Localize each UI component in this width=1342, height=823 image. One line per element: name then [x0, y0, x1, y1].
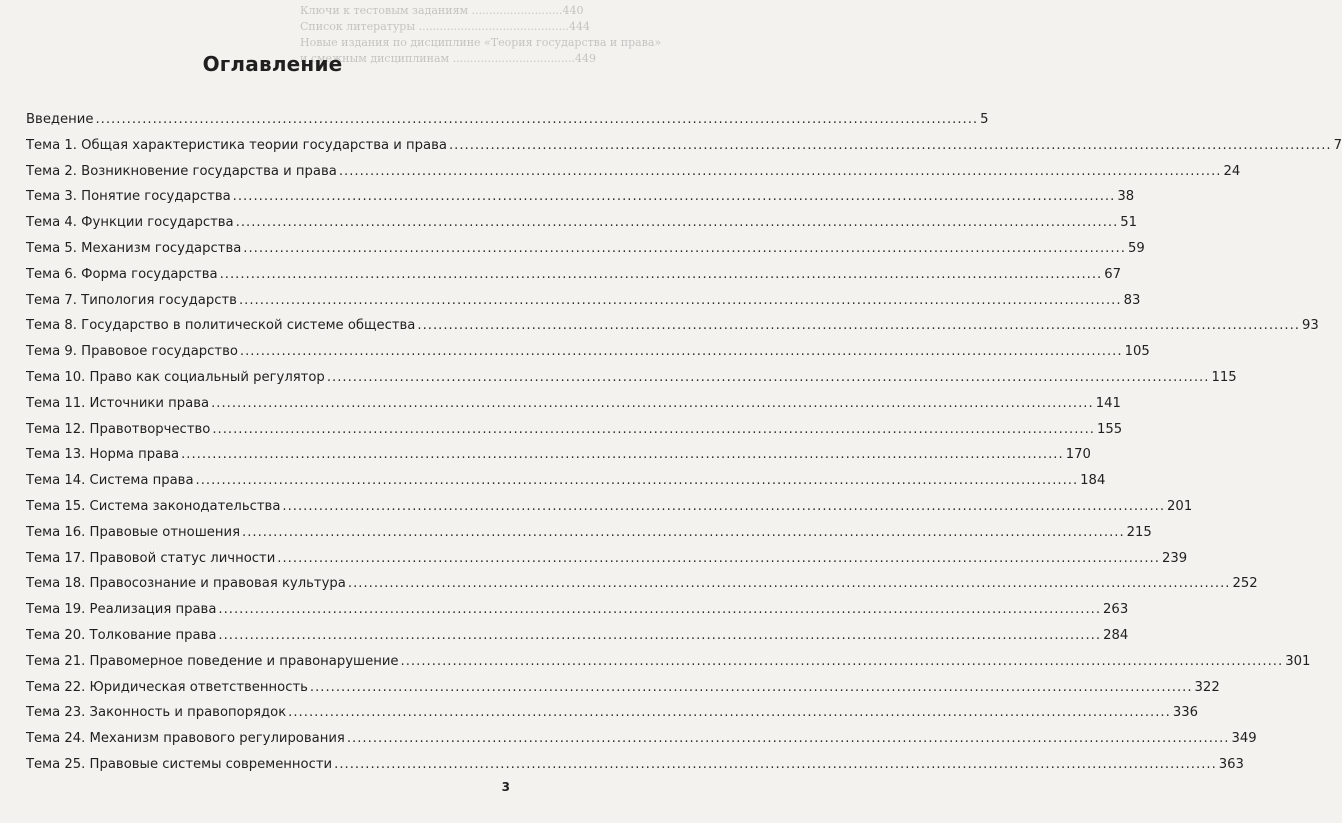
toc-entry-label: Тема 18. Правосознание и правовая культура [26, 576, 346, 592]
toc-entry-label: Тема 6. Форма государства [26, 266, 218, 282]
toc-entry [26, 447, 1091, 473]
page-title: Оглавление [202, 52, 343, 76]
toc-entry [26, 112, 989, 138]
toc-entry-page: 141 [1095, 395, 1121, 411]
toc-entry-label: Тема 9. Правовое государство [26, 344, 238, 360]
toc-dot-leader [327, 370, 1210, 385]
toc-entry-label: Тема 24. Механизм правового регулирования [26, 731, 345, 747]
toc-dot-leader [449, 138, 1332, 153]
toc-dot-leader [218, 628, 1101, 643]
toc-entry-page: 115 [1211, 369, 1237, 385]
toc-entry [26, 731, 1257, 757]
toc-entry-label: Тема 16. Правовые отношения [26, 524, 241, 540]
toc-entry-page: 155 [1096, 421, 1123, 437]
toc-entry [26, 473, 1106, 499]
toc-entry [26, 679, 1220, 706]
toc-dot-leader [211, 396, 1094, 411]
toc-entry-page: 7 [1333, 137, 1342, 153]
bleed-through-line: и смежным дисциплинам ...................................449 [300, 52, 596, 65]
toc-entry-page: 252 [1232, 576, 1258, 592]
toc-entry-label: Тема 21. Правомерное поведение и правонарушение [26, 653, 399, 669]
toc-dot-leader [347, 731, 1230, 746]
toc-entry-label: Тема 4. Функции государства [26, 215, 234, 231]
toc-entry-label: Тема 10. Право как социальный регулятор [26, 369, 325, 385]
toc-dot-leader [401, 654, 1284, 669]
toc-entry-page: 24 [1223, 163, 1241, 179]
toc-entry-label: Тема 11. Источники права [26, 395, 210, 411]
toc-entry-page: 201 [1167, 498, 1193, 514]
toc-entry-label: Тема 14. Система права [26, 473, 194, 489]
toc-entry [26, 344, 1150, 370]
toc-dot-leader [334, 757, 1217, 772]
toc-dot-leader [212, 422, 1095, 437]
toc-entry-label: Тема 19. Реализация права [26, 602, 217, 618]
toc-entry-page: 263 [1103, 602, 1129, 618]
toc-entry-page: 336 [1172, 705, 1198, 721]
bleed-through-line: Список литературы ...........................................444 [300, 20, 590, 33]
table-of-contents [26, 112, 1342, 783]
toc-entry-label: Тема 7. Типология государств [26, 292, 237, 308]
toc-entry-page: 363 [1218, 756, 1244, 772]
toc-entry-page: 284 [1103, 627, 1129, 643]
toc-entry [26, 576, 1258, 602]
toc-entry [26, 369, 1237, 396]
toc-entry [26, 498, 1193, 525]
toc-dot-leader [240, 344, 1123, 359]
toc-dot-leader [242, 525, 1125, 540]
bleed-through-line: Ключи к тестовым заданиям ..........................440 [300, 4, 584, 17]
toc-dot-leader [417, 318, 1300, 333]
toc-entry-label: Введение [26, 112, 94, 127]
toc-entry-label: Тема 20. Толкование права [26, 627, 217, 643]
toc-entry-page: 83 [1123, 292, 1141, 308]
toc-entry-label: Тема 12. Правотворчество [26, 421, 211, 437]
toc-dot-leader [220, 267, 1103, 282]
toc-entry-label: Тема 23. Законность и правопорядок [26, 705, 287, 721]
toc-entry-page: 59 [1127, 240, 1145, 256]
toc-entry-label: Тема 13. Норма права [26, 447, 180, 463]
toc-entry [26, 524, 1152, 551]
toc-dot-leader [196, 473, 1079, 488]
toc-dot-leader [310, 680, 1193, 695]
toc-entry-page: 301 [1285, 653, 1311, 669]
toc-entry-page: 170 [1065, 447, 1091, 463]
toc-entry [26, 292, 1141, 319]
toc-dot-leader [233, 189, 1116, 204]
toc-dot-leader [348, 576, 1231, 591]
toc-entry [26, 550, 1188, 577]
toc-entry-label: Тема 8. Государство в политической системе общества [26, 318, 416, 334]
toc-entry [26, 240, 1145, 267]
toc-entry-label: Тема 25. Правовые системы современности [26, 756, 333, 772]
toc-dot-leader [218, 602, 1101, 617]
bleed-through-line: Новые издания по дисциплине «Теория государства и права» [300, 36, 662, 49]
toc-entry-page: 5 [980, 112, 989, 127]
toc-entry-label: Тема 22. Юридическая ответственность [26, 679, 308, 695]
toc-entry-page: 215 [1126, 524, 1152, 540]
toc-dot-leader [181, 447, 1064, 462]
toc-dot-leader [239, 293, 1122, 308]
toc-entry-page: 51 [1120, 215, 1138, 231]
toc-dot-leader [95, 112, 978, 127]
toc-dot-leader [339, 164, 1222, 179]
toc-entry [26, 215, 1138, 241]
toc-entry-page: 38 [1117, 189, 1135, 205]
toc-entry-page: 184 [1080, 473, 1106, 489]
toc-entry [26, 137, 1342, 164]
toc-entry [26, 318, 1319, 344]
toc-entry-page: 93 [1302, 318, 1319, 334]
toc-entry-label: Тема 3. Понятие государства [26, 189, 231, 205]
toc-dot-leader [288, 705, 1171, 720]
toc-entry-page: 67 [1104, 266, 1122, 282]
toc-entry-label: Тема 5. Механизм государства [26, 240, 242, 256]
toc-entry-page: 349 [1231, 731, 1257, 747]
toc-entry-label: Тема 2. Возникновение государства и права [26, 163, 337, 179]
toc-entry [26, 756, 1244, 783]
page-number: 3 [501, 780, 510, 794]
toc-entry-page: 322 [1194, 679, 1220, 695]
toc-dot-leader [282, 499, 1165, 514]
toc-entry [26, 395, 1121, 422]
toc-dot-leader [277, 551, 1160, 566]
toc-entry [26, 189, 1135, 215]
toc-dot-leader [243, 241, 1126, 256]
toc-entry [26, 705, 1198, 731]
toc-entry [26, 421, 1123, 448]
toc-entry [26, 163, 1241, 190]
toc-entry-label: Тема 15. Система законодательства [26, 498, 281, 514]
toc-dot-leader [236, 215, 1119, 230]
toc-entry-label: Тема 1. Общая характеристика теории государства и права [26, 137, 447, 153]
toc-entry-label: Тема 17. Правовой статус личности [26, 550, 276, 566]
toc-entry-page: 239 [1161, 550, 1188, 566]
toc-entry [26, 627, 1129, 654]
toc-entry [26, 266, 1122, 293]
toc-entry-page: 105 [1124, 344, 1150, 360]
toc-entry [26, 653, 1311, 680]
toc-entry [26, 602, 1129, 628]
